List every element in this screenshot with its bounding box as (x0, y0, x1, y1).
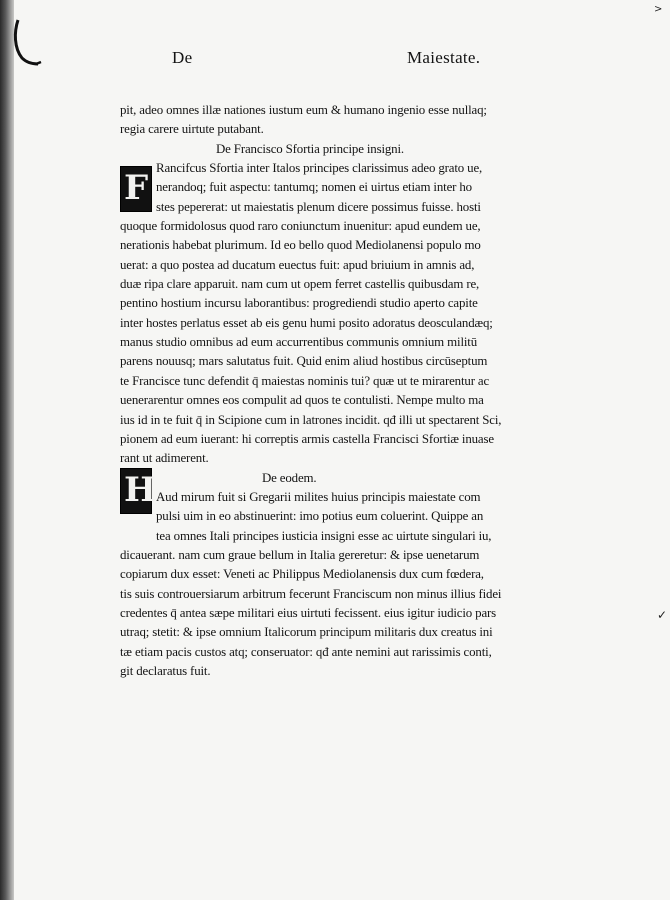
text-line: utraq; stetit: & ipse omnium Italicorum principum militaris dux creatus ini (120, 625, 493, 640)
text-block (120, 101, 540, 681)
text-line: manus studio omnibus ad eum accurrentibus communis omnium militū (120, 335, 478, 350)
text-line: Aud mirum fuit si Gregarii milites huius principis maiestate com (156, 489, 481, 504)
text-line: nerandoq; fuit aspectu: tantumq; nomen ei uirtus etiam inter ho (156, 180, 472, 195)
text-line: pionem ad eum iuerant: hi correptis armis castella Francisci Sfortiæ inuase (120, 431, 494, 446)
text-line: te Francisce tunc defendit q̄ maiestas nominis tui? quæ ut te mirarentur ac (120, 373, 490, 388)
text-line: pentino hostium incursu laborantibus: progrediendi studio aperto capite (120, 296, 478, 311)
text-line: duæ ripa clare apparuit. nam cum ut opem ferret castellis quibusdam re, (120, 277, 480, 292)
text-line: dicauerant. nam cum graue bellum in Italia gereretur: & ipse uenetarum (120, 547, 480, 562)
initial-letter: H (124, 470, 157, 510)
text-line: git declaratus fuit. (120, 663, 211, 678)
section-heading: De Francisco Sfortia principe insigni. (216, 141, 404, 156)
text-line: ius id in te fuit q̄ in Scipione cum in latrones incidit. qđ illi ut spectarent Sci, (120, 412, 502, 427)
text-line: tea omnes Itali principes iusticia insigni esse ac uirtute singulari iu, (156, 528, 492, 543)
text-line: credentes q̄ antea sæpe militari eius uirtuti fecissent. eius igitur iudicio pars (120, 605, 497, 620)
text-line: uenerarentur omnes eos compulit ad quos te contulisti. Nempe multo ma (120, 393, 484, 408)
running-head-left: De (172, 48, 193, 67)
running-head-right: Maiestate. (407, 48, 481, 67)
text-line: tis suis controuersiarum arbitrum fecerunt Franciscum non minus illius fidei (120, 586, 502, 601)
text-line: pit, adeo omnes illæ nationes iustum eum & humano ingenio esse nullaq; (120, 103, 487, 117)
text-line: pulsi uim in eo abstinuerint: imo potius eum coluerint. Quippe an (156, 509, 484, 524)
section-heading: De eodem. (262, 470, 317, 485)
top-corner-mark: > (654, 4, 663, 15)
text-line: quoque formidolosus quod raro coniunctum inuenitur: apud eundem ue, (120, 219, 481, 234)
text-line: rant ut adimerent. (120, 451, 209, 466)
text-line: inter hostes perlatus esset ab eis genu humi posito adoratus deosculandæq; (120, 315, 493, 330)
binding-curl-mark (12, 18, 42, 66)
text-line: tæ etiam pacis custos atq; conseruator: qđ ante nemini aut rarissimis conti, (120, 644, 492, 659)
text-line: Rancifcus Sfortia inter Italos principes clarissimus adeo grato ue, (156, 161, 483, 176)
text-line: regia carere uirtute putabant. (120, 122, 264, 137)
text-line: stes pepererat: ut maiestatis plenum dicere possimus fuisse. hosti (156, 199, 481, 214)
binding-shadow (0, 0, 14, 900)
initial-letter: F (124, 168, 149, 208)
text-line: parens nouusq; mars salutatus fuit. Quid enim aliud hostibus circūseptum (120, 354, 488, 369)
text-line: copiarum dux esset: Veneti ac Philippus Mediolanensis dux cum fœdera, (120, 567, 484, 582)
text-line: nerationis habebat plurimum. Id eo bello quod Mediolanensi populo mo (120, 238, 481, 253)
margin-tick-mark: ✓ (657, 608, 668, 622)
text-line: uerat: a quo postea ad ducatum euectus fuit: apud briuium in amnis ad, (120, 257, 475, 272)
